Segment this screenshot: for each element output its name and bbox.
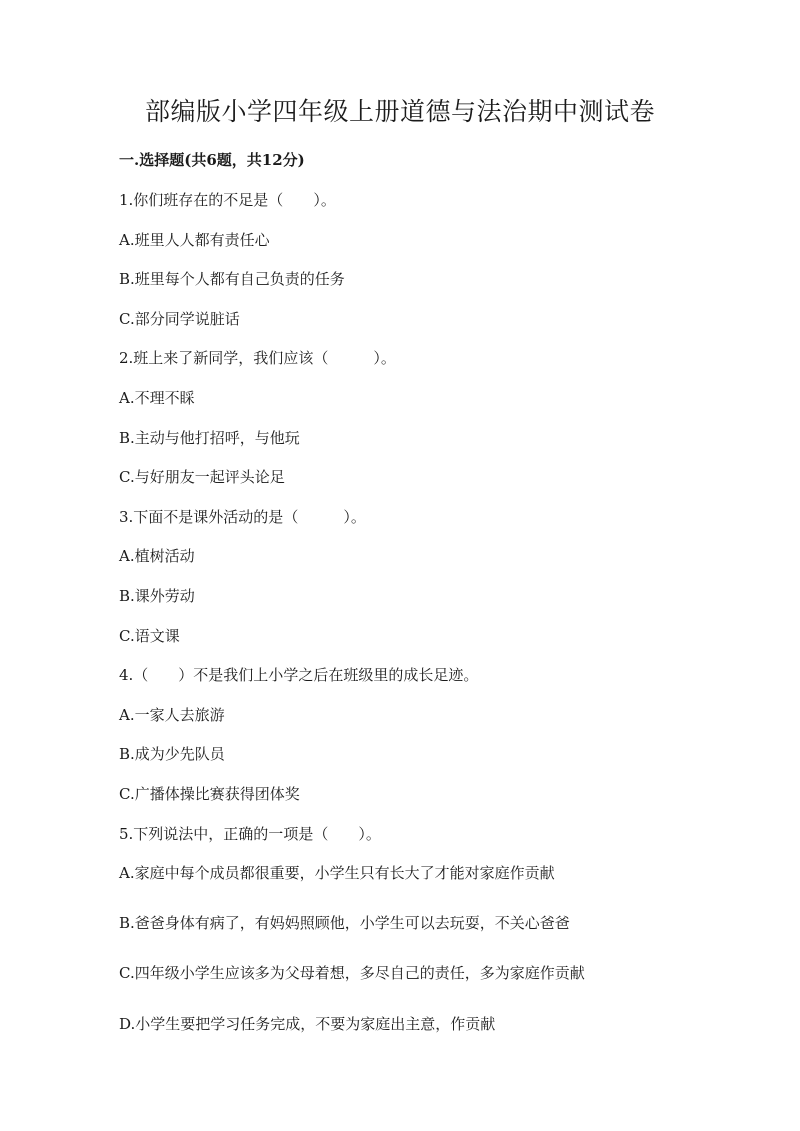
question-2-option-b: B.主动与他打招呼，与他玩 (119, 429, 300, 447)
question-5-option-b: B.爸爸身体有病了，有妈妈照顾他，小学生可以去玩耍，不关心爸爸 (119, 914, 570, 932)
question-3-option-a: A.植树活动 (119, 547, 195, 565)
question-4-option-a: A.一家人去旅游 (119, 706, 225, 724)
question-4-stem: 4.（ ）不是我们上小学之后在班级里的成长足迹。 (119, 666, 479, 684)
question-5-option-c: C.四年级小学生应该多为父母着想，多尽自己的责任，多为家庭作贡献 (119, 964, 585, 982)
question-3-option-b: B.课外劳动 (119, 587, 195, 605)
question-2-option-c: C.与好朋友一起评头论足 (119, 468, 285, 486)
question-5-stem: 5.下列说法中，正确的一项是（ ）。 (119, 825, 381, 843)
question-3-option-c: C.语文课 (119, 627, 180, 645)
question-2-stem: 2.班上来了新同学，我们应该（ ）。 (119, 349, 396, 367)
page-title: 部编版小学四年级上册道德与法治期中测试卷 (144, 97, 655, 126)
question-2-option-a: A.不理不睬 (119, 389, 195, 407)
question-4-option-c: C.广播体操比赛获得团体奖 (119, 785, 300, 803)
question-1-option-c: C.部分同学说脏话 (119, 310, 240, 328)
question-1-option-a: A.班里人人都有责任心 (119, 231, 270, 249)
question-5-option-a: A.家庭中每个成员都很重要，小学生只有长大了才能对家庭作贡献 (119, 864, 555, 882)
question-1-stem: 1.你们班存在的不足是（ ）。 (119, 191, 336, 209)
question-4-option-b: B.成为少先队员 (119, 745, 225, 763)
question-5-option-d: D.小学生要把学习任务完成，不要为家庭出主意，作贡献 (119, 1015, 496, 1033)
section-heading: 一.选择题(共6题，共12分) (119, 151, 305, 169)
question-3-stem: 3.下面不是课外活动的是（ ）。 (119, 508, 366, 526)
question-1-option-b: B.班里每个人都有自己负责的任务 (119, 270, 345, 288)
